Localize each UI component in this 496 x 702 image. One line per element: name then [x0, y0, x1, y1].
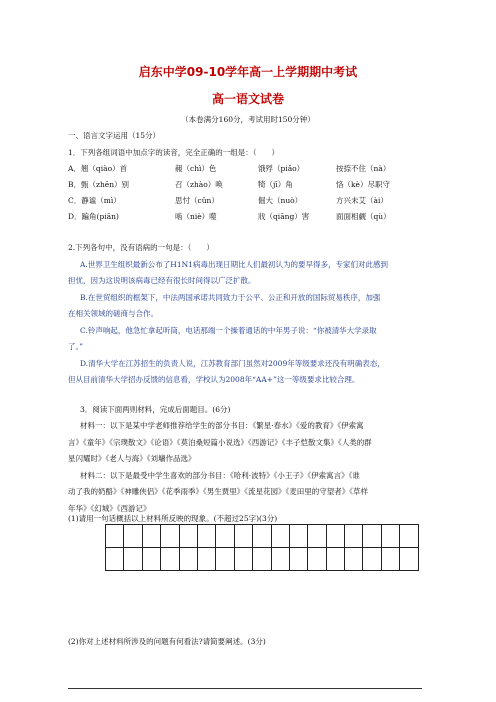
grid-cell[interactable]: [381, 525, 399, 548]
q1-d-4: 面面相觑（qù）: [336, 212, 391, 221]
q3-material1-line2: 言》《童年》《宗璞散文》《论语》《莫泊桑短篇小说选》《西游记》《丰子恺散文集》《人类的群: [68, 438, 372, 447]
grid-cell[interactable]: [345, 525, 363, 548]
q1-d-3: 戕（qiāng）害: [258, 212, 310, 221]
grid-cell[interactable]: [197, 548, 215, 571]
q1-b-4: 恪（kè）尽职守: [336, 180, 390, 189]
q3-stem: 3．阅读下面两则材料，完成后面题目。(6分): [80, 405, 231, 414]
grid-cell[interactable]: [124, 548, 142, 571]
q3-material2-line3: 年华》《幻城》《西游记》: [68, 504, 151, 513]
grid-cell[interactable]: [271, 525, 289, 548]
grid-cell[interactable]: [400, 525, 418, 548]
q1-a-2: 赧（chì）色: [175, 164, 217, 173]
q2-option-b-line1: B.在世贸组织的框架下，中法两国承诺共同致力于公平、公正和开放的国际贸易秩序，加强: [80, 293, 381, 302]
grid-cell[interactable]: [289, 548, 307, 571]
q1-c-2: 思忖（cǔn）: [175, 196, 219, 205]
q2-stem: 2.下列各句中，没有语病的一句是：（ ）: [68, 243, 214, 252]
q1-d-1: D．蹁角(piān): [68, 212, 119, 221]
grid-cell[interactable]: [253, 525, 271, 548]
grid-cell[interactable]: [345, 548, 363, 571]
q2-option-a-line1: A.世界卫生组织最新公布了H1N1病毒出现日期比人们最初认为的要早得多，专家们对此感到: [80, 260, 388, 269]
grid-cell[interactable]: [161, 548, 179, 571]
exam-note: （本卷满分160分，考试用时150分钟）: [181, 115, 315, 124]
q1-c-4: 方兴未艾（ài）: [336, 196, 388, 205]
q2-option-b-line2: 在相关领域的磋商与合作。: [68, 309, 158, 318]
exam-title: 启东中学09-10学年高一上学期期中考试: [138, 65, 358, 79]
q2-option-c-line2: 了。”: [68, 342, 84, 351]
q1-c-1: C．静谧（mì）: [68, 196, 121, 205]
q3-material1-line1: 材料一：以下是某中学老师推荐给学生的部分书目：《繁星·春水》《爱的教育》《伊索寓: [80, 421, 364, 430]
grid-cell[interactable]: [179, 525, 197, 548]
grid-cell[interactable]: [142, 548, 160, 571]
q2-option-d-line1: D.清华大学在江苏招生的负责人说，江苏教育部门虽然对2009年等级要求还没有明确表态，: [80, 359, 385, 368]
grid-cell[interactable]: [124, 525, 142, 548]
grid-cell[interactable]: [106, 525, 124, 548]
section-heading: 一、语言文字运用（15分）: [68, 131, 161, 140]
grid-cell[interactable]: [234, 548, 252, 571]
q3-sub1: (1)请用一句话概括以上材料所反映的现象。(不超过25字)(3分): [68, 514, 278, 523]
grid-cell[interactable]: [289, 525, 307, 548]
grid-cell[interactable]: [253, 548, 271, 571]
q1-b-3: 犄（jī）角: [258, 180, 293, 189]
exam-subtitle: 高一语文试卷: [211, 92, 284, 106]
grid-cell[interactable]: [216, 548, 234, 571]
answer-grid[interactable]: [105, 524, 419, 571]
grid-cell[interactable]: [326, 548, 344, 571]
grid-cell[interactable]: [363, 525, 381, 548]
q1-a-3: 饿殍（piǎo）: [258, 164, 305, 173]
q3-material2-line1: 材料二：以下是最受中学生喜欢的部分书目：《哈利·波特》《小王子》《伊索寓言》《谁: [80, 471, 360, 480]
grid-cell[interactable]: [381, 548, 399, 571]
q3-material2-line2: 动了我的奶酪》《神雕侠侣》《花季雨季》《男生贾里》《流星花园》《麦田里的守望者》《草样: [68, 487, 368, 496]
grid-cell[interactable]: [216, 525, 234, 548]
grid-cell[interactable]: [142, 525, 160, 548]
grid-cell[interactable]: [197, 525, 215, 548]
grid-cell[interactable]: [400, 548, 418, 571]
grid-cell[interactable]: [326, 525, 344, 548]
q1-a-4: 按捺不住（nà）: [336, 164, 391, 173]
grid-cell[interactable]: [161, 525, 179, 548]
q2-option-d-line2: 但从目前清华大学招办反馈的信息看，学校认为2008年“AA+”这一等级要求比较合理。: [68, 375, 360, 384]
q1-b-1: B．甄（zhēn）别: [68, 180, 130, 189]
q2-option-a-line2: 担忧，因为这说明该病毒已经有很长时间得以广泛扩散。: [68, 276, 256, 285]
q1-a-1: A．翘（qiào）首: [68, 164, 128, 173]
grid-cell[interactable]: [308, 548, 326, 571]
grid-cell[interactable]: [271, 548, 289, 571]
q1-stem: 1．下列各组词语中加点字的读音，完全正确的一组是：（ ）: [68, 148, 280, 157]
q1-c-3: 倔大（nuò）: [258, 196, 303, 205]
q2-option-c-line1: C.铃声响起，他急忙拿起听筒，电话那端一个操着通话的中年男子说：“你被清华大学录取: [80, 326, 377, 335]
q3-sub2: (2)你对上述材料所涉及的问题有何看法?请简要阐述。(3分): [68, 637, 266, 646]
grid-cell[interactable]: [234, 525, 252, 548]
q3-material1-line3: 星闪耀时》《老人与海》《刘墉作品选》: [68, 454, 196, 463]
answer-line[interactable]: [68, 688, 422, 689]
q1-d-2: 啮（niè）噬: [175, 212, 217, 221]
q1-b-2: 召（zhào）唤: [175, 180, 223, 189]
answer-grid-row: [106, 548, 419, 571]
grid-cell[interactable]: [363, 548, 381, 571]
grid-cell[interactable]: [106, 548, 124, 571]
grid-cell[interactable]: [179, 548, 197, 571]
grid-cell[interactable]: [308, 525, 326, 548]
answer-grid-row: [106, 525, 419, 548]
